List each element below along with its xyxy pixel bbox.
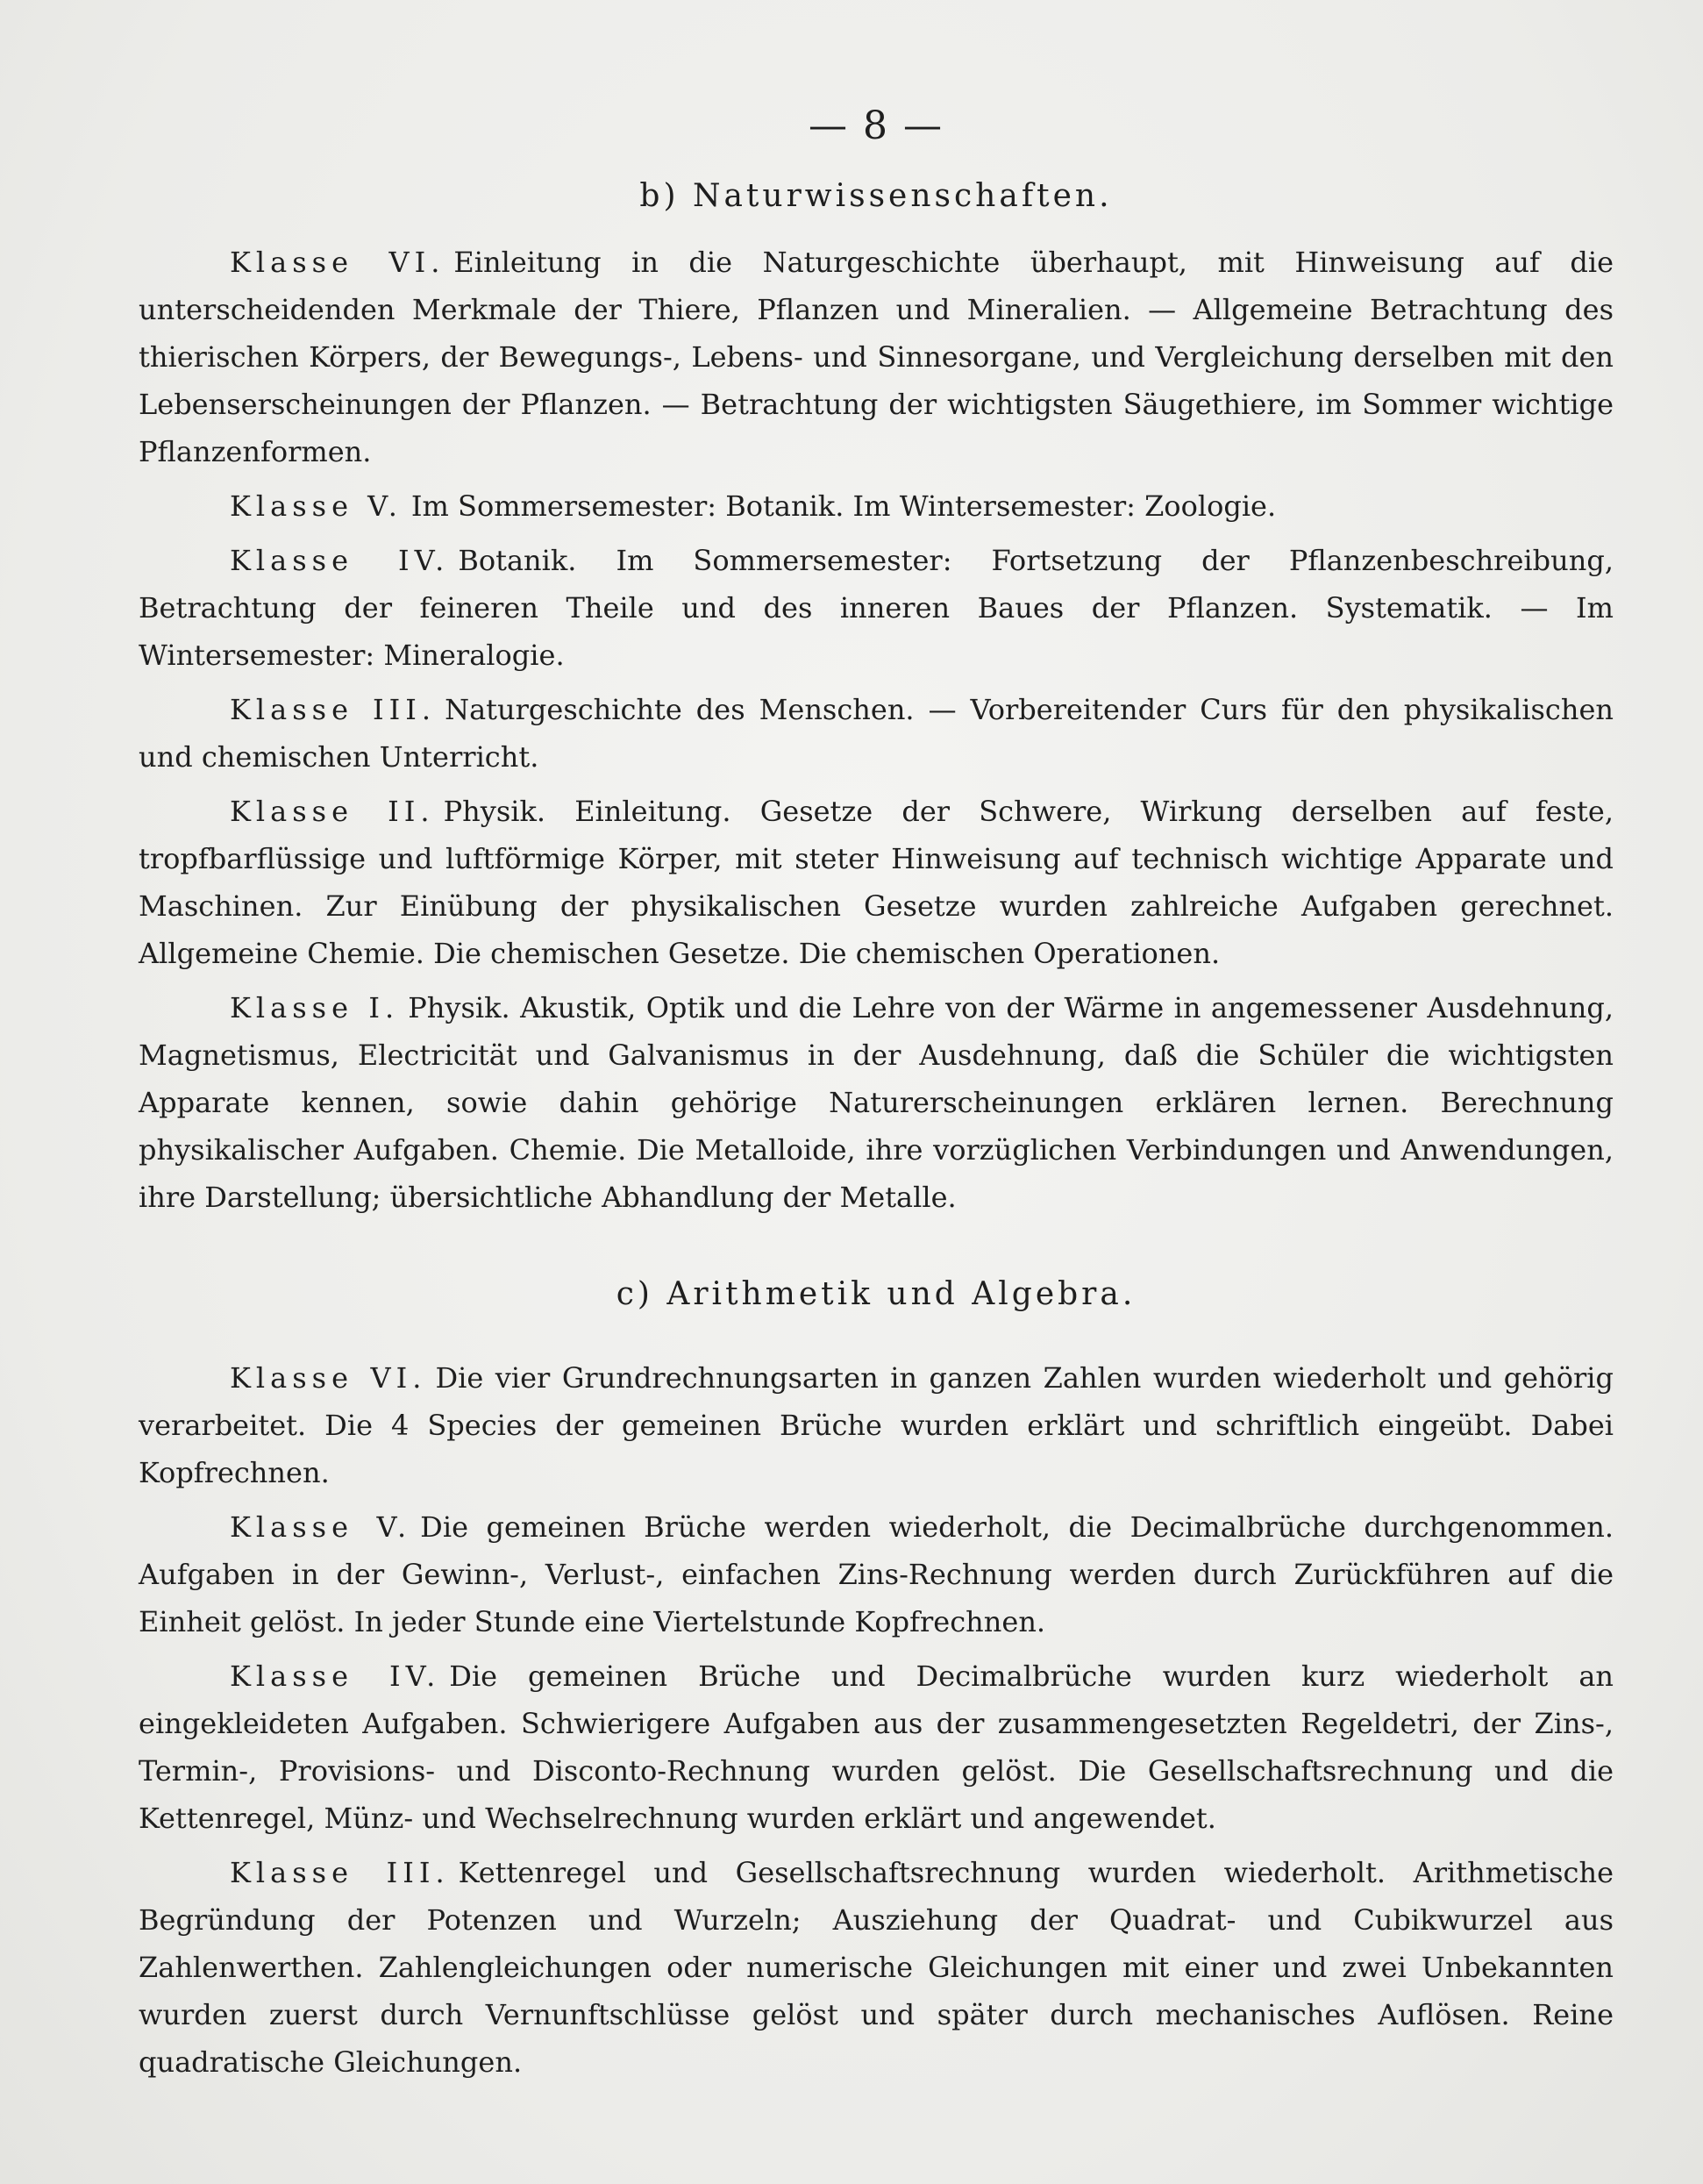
- paragraph-text: Im Sommersemester: Botanik. Im Wintersemester: Zoologie.: [410, 489, 1277, 523]
- page-content: [139, 98, 1614, 2093]
- paragraph-klasse-vi: [139, 239, 1614, 475]
- class-label: Klasse II.: [230, 795, 435, 828]
- class-label: Klasse III.: [230, 1856, 450, 1889]
- paragraph-klasse-v: [139, 482, 1614, 530]
- class-label: Klasse V.: [230, 1510, 412, 1544]
- class-label: Klasse VI.: [230, 1361, 427, 1395]
- paragraph-klasse-i: [139, 984, 1614, 1221]
- paragraph-klasse-iii: [139, 1849, 1614, 2086]
- paragraph-text: Einleitung in die Naturgeschichte überhaupt, mit Hinweisung auf die unterscheidenden Merkmale der Thiere, Pflanzen und Mineralien. — Allgemeine Betrachtung des thierischen Körpers, der Bewegungs-, Lebens- und Sinnesorgane, und Vergleichung derselben mit den Lebenserscheinungen der Pflanzen. — Betrachtung der wichtigsten Säugethiere, im Sommer wichtige Pflanzenformen.: [139, 246, 1614, 468]
- paragraph-klasse-iv: [139, 537, 1614, 679]
- paragraph-klasse-iv: [139, 1652, 1614, 1842]
- paragraph-text: Physik. Akustik, Optik und die Lehre von der Wärme in angemessener Ausdehnung, Magnetismus, Electricität und Galvanismus in der Ausdehnung, daß die Schüler die wichtigsten Apparate kennen, sowie dahin gehörige Naturerscheinungen erklären lernen. Berechnung physikalischer Aufgaben. Chemie. Die Metalloide, ihre vorzüglichen Verbindungen und Anwendungen, ihre Darstellung; übersichtliche Abhandlung der Metalle.: [139, 991, 1614, 1214]
- paragraph-text: Die gemeinen Brüche werden wiederholt, die Decimalbrüche durchgenommen. Aufgaben in der Gewinn-, Verlust-, einfachen Zins-Rechnung werden durch Zurückführen auf die Einheit gelöst. In jeder Stunde eine Viertelstunde Kopfrechnen.: [139, 1510, 1614, 1638]
- paragraph-klasse-ii: [139, 788, 1614, 977]
- paragraph-klasse-iii: [139, 686, 1614, 781]
- class-label: Klasse III.: [230, 693, 437, 726]
- paragraph-text: Die vier Grundrechnungsarten in ganzen Zahlen wurden wiederholt und gehörig verarbeitet. Die 4 Species der gemeinen Brüche wurden erklärt und schriftlich eingeübt. Dabei Kopfrechnen.: [139, 1361, 1614, 1489]
- paragraph-text: Botanik. Im Sommersemester: Fortsetzung der Pflanzenbeschreibung, Betrachtung der feineren Theile und des inneren Baues der Pflanzen. Systematik. — Im Wintersemester: Mineralogie.: [139, 544, 1614, 672]
- paragraph-text: Die gemeinen Brüche und Decimalbrüche wurden kurz wiederholt an eingekleideten Aufgaben. Schwierigere Aufgaben aus der zusammengesetzten Regeldetri, der Zins-, Termin-, Provisions- und Disconto-Rechnung wurden gelöst. Die Gesellschaftsrechnung und die Kettenregel, Münz- und Wechselrechnung wurden erklärt und angewendet.: [139, 1659, 1614, 1835]
- class-label: Klasse VI.: [230, 246, 445, 279]
- section-heading-arithmetik: c) Arithmetik und Algebra.: [616, 1276, 1137, 1312]
- class-label: Klasse I.: [230, 991, 400, 1024]
- paragraph-klasse-v: [139, 1503, 1614, 1645]
- paragraph-text: Kettenregel und Gesellschaftsrechnung wurden wiederholt. Arithmetische Begründung der Potenzen und Wurzeln; Ausziehung der Quadrat- und Cubikwurzel aus Zahlenwerthen. Zahlengleichungen oder numerische Gleichungen mit einer und zwei Unbekannten wurden zuerst durch Vernunftschlüsse gelöst und später durch mechanisches Auflösen. Reine quadratische Gleichungen.: [139, 1856, 1614, 2079]
- paragraph-klasse-vi: [139, 1354, 1614, 1496]
- paragraph-text: Physik. Einleitung. Gesetze der Schwere, Wirkung derselben auf feste, tropfbarflüssige und luftförmige Körper, mit steter Hinweisung auf technisch wichtige Apparate und Maschinen. Zur Einübung der physikalischen Gesetze wurden zahlreiche Aufgaben gerechnet. Allgemeine Chemie. Die chemischen Gesetze. Die chemischen Operationen.: [139, 795, 1614, 970]
- section-heading-naturwissenschaften: b) Naturwissenschaften.: [639, 178, 1113, 214]
- class-label: Klasse IV.: [230, 544, 450, 577]
- paragraph-text: Naturgeschichte des Menschen. — Vorbereitender Curs für den physikalischen und chemischen Unterricht.: [139, 693, 1614, 774]
- class-label: Klasse IV.: [230, 1659, 441, 1693]
- class-label: Klasse V.: [230, 489, 403, 523]
- page-number: — 8 —: [809, 103, 944, 148]
